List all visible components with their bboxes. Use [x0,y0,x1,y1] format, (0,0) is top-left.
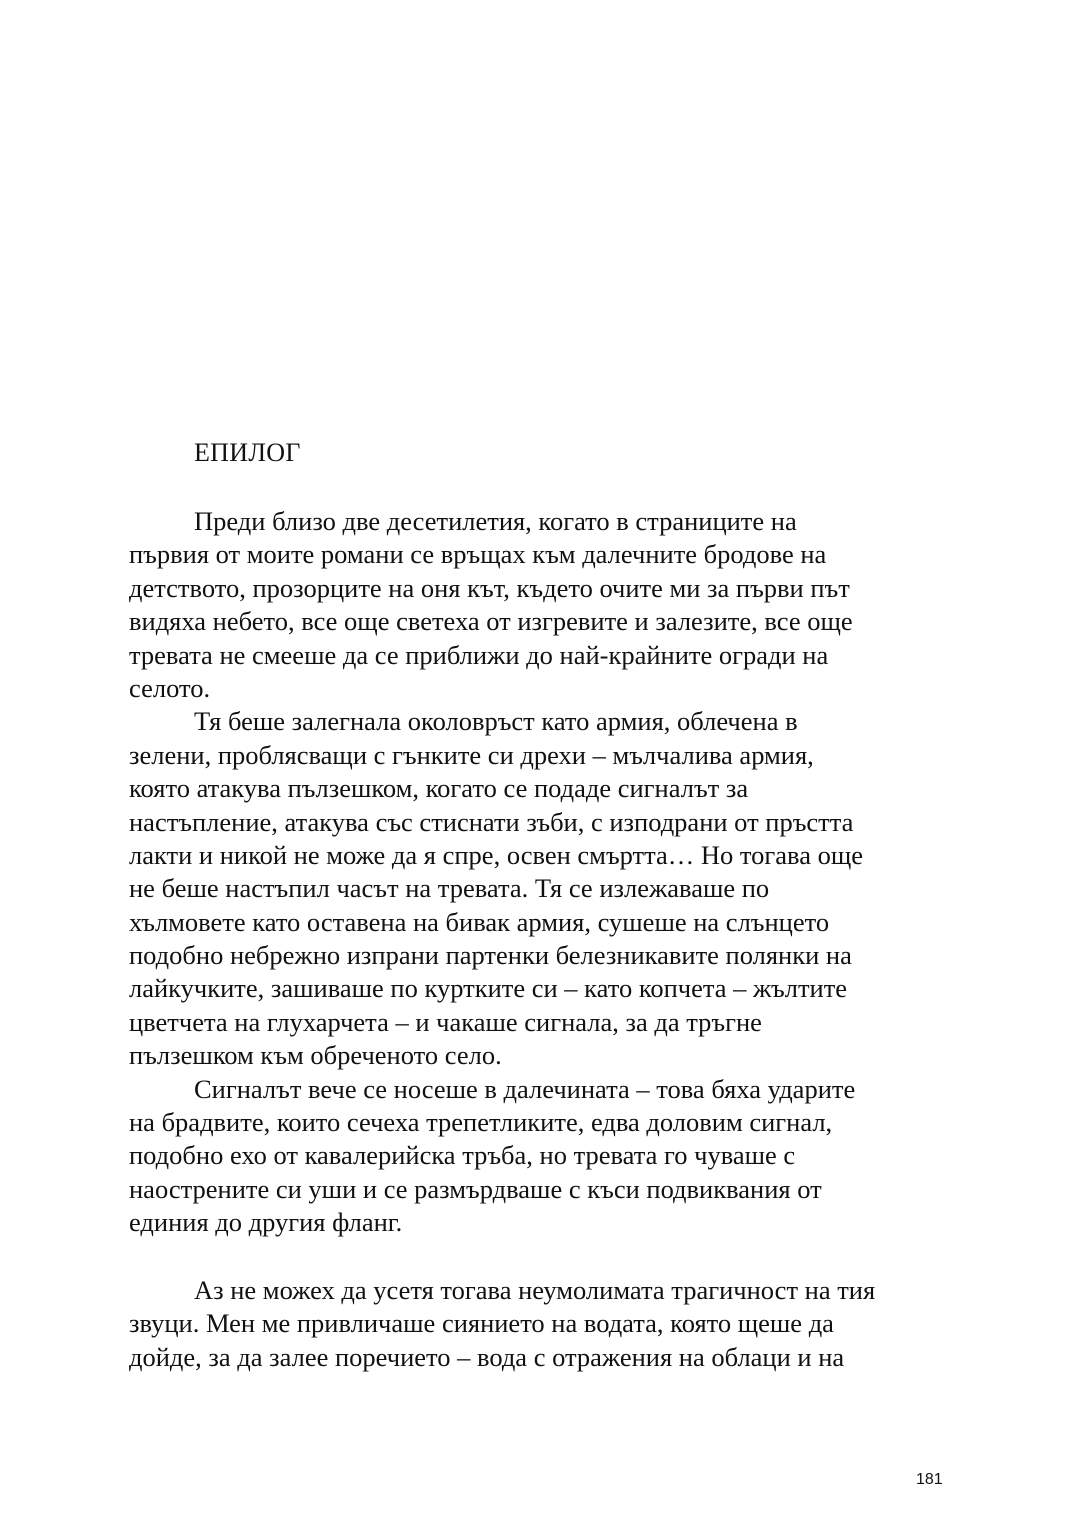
paragraph-line: наострените си уши и се размърдваше с къси подвиквания от [129,1173,822,1204]
text-block-continued [129,1274,959,1374]
paragraph-line: единия до другия фланг. [129,1207,403,1238]
paragraph-line: тревата не смееше да се приближи до най-крайните огради на [129,639,829,670]
paragraph-line: Тя беше залегнала околовръст като армия, облечена в [194,706,798,737]
paragraph-line: хълмовете като оставена на бивак армия, сушеше на слънцето [129,906,830,937]
paragraph-line: която атакува пълзешком, когато се подаде сигналът за [129,773,749,804]
paragraph-line: лакти и никой не може да я спре, освен смъртта… Но тогава още [129,839,864,870]
paragraph-line: подобно ехо от кавалерийска тръба, но тревата го чуваше с [129,1140,796,1171]
paragraph-line: подобно небрежно изпрани партенки белезникавите полянки на [129,940,852,971]
paragraph-line: детството, прозорците на оня кът, където очите ми за първи път [129,572,850,603]
page-number: 181 [916,1471,943,1488]
paragraph-line: селото. [129,672,211,703]
paragraph-line: дойде, за да залее поречието – вода с отражения на облаци и на [129,1341,845,1372]
paragraph-line: цветчета на глухарчета – и чакаше сигнала, за да тръгне [129,1006,762,1037]
paragraph-line: Аз не можех да усетя тогава неумолимата трагичност на тия [194,1275,876,1305]
paragraph-line: Сигналът вече се носеше в далечината – това бяха ударите [194,1073,856,1104]
paragraph-line: Преди близо две десетилетия, когато в страниците на [194,506,797,536]
chapter-title: ЕПИЛОГ [194,438,301,467]
paragraph-line: лайкучките, зашиваше по куртките си – като копчета – жълтите [129,973,848,1004]
paragraph-line: настъпление, атакува със стиснати зъби, с изподрани от пръстта [129,806,854,837]
paragraph-line: зелени, проблясващи с гънките си дрехи – мълчалива армия, [129,739,814,770]
paragraph-line: не беше настъпил часът на тревата. Тя се излежаваше по [129,873,770,904]
text-block-main [129,505,959,1240]
paragraph-line: на брадвите, които сечеха трепетликите, едва доловим сигнал, [129,1107,833,1138]
paragraph-line: звуци. Мен ме привличаше сиянието на водата, която щеше да [129,1308,834,1339]
paragraph-line: първия от моите романи се връщах към далечните бродове на [129,539,827,570]
paragraph-line: видяха небето, все още светеха от изгревите и залезите, все още [129,606,853,637]
paragraph-line: пълзешком към обреченото село. [129,1040,502,1071]
